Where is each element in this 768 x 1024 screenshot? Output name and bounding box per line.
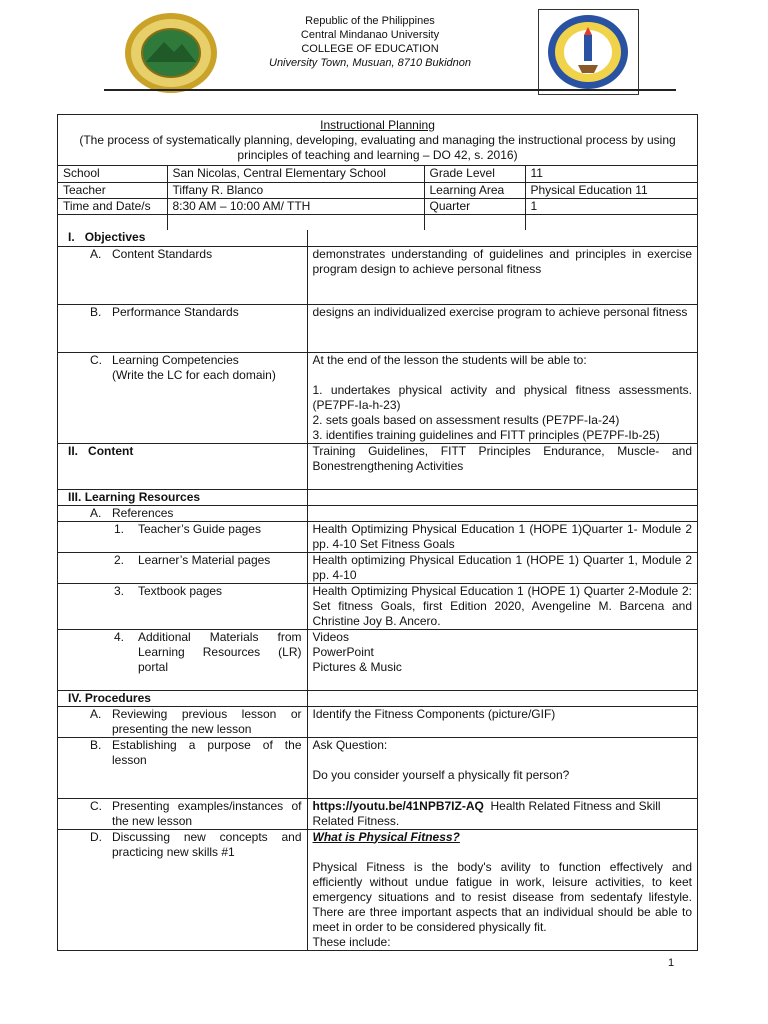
grade-level-label: Grade Level xyxy=(424,166,525,182)
content-value: Training Guidelines, FITT Principles Endurance, Muscle- and Bonestrengthening Activities xyxy=(307,443,697,489)
competency-3: 3. identifies training guidelines and FITT principles (PE7PF-Ib-25) xyxy=(312,427,660,442)
empty-cell xyxy=(307,230,697,246)
empty-cell xyxy=(307,489,697,505)
material-videos: Videos xyxy=(312,629,349,644)
resources-label: Learning Resources xyxy=(84,489,201,504)
college-of-education-logo xyxy=(538,9,639,95)
objectives-label: Objectives xyxy=(84,230,146,244)
these-include: These include: xyxy=(312,934,391,949)
presenting-examples-label xyxy=(58,798,307,829)
procedures-label: Procedures xyxy=(84,690,151,705)
cmu-seal-logo xyxy=(124,12,218,94)
header-college: COLLEGE OF EDUCATION xyxy=(301,43,439,55)
performance-standards-value: designs an individualized exercise program to achieve personal fitness xyxy=(307,304,697,352)
instructional-plan-table xyxy=(57,114,698,951)
teacher-label: Teacher xyxy=(58,182,167,198)
content-label: Content xyxy=(88,443,134,458)
textbook-pages-value: Health Optimizing Physical Education 1 (HOPE 1) Quarter 2-Module 2: Set fitness Goals, first Edition 2020, Avengeline M. Barcena and Christine Joy B. Ancero. xyxy=(307,583,697,629)
establishing-purpose-label xyxy=(58,737,307,798)
item-text: Additional Materials from Learning Resources (LR) portal xyxy=(138,629,302,674)
material-powerpoint: PowerPoint xyxy=(312,644,374,659)
school-label: School xyxy=(58,166,167,182)
additional-materials-label xyxy=(58,629,307,690)
teacher-value: Tiffany R. Blanco xyxy=(167,182,424,198)
discussing-concepts-value xyxy=(307,829,697,950)
quarter-label: Quarter xyxy=(424,198,525,214)
establishing-purpose-value xyxy=(307,737,697,798)
presenting-examples-value xyxy=(307,798,697,829)
item-letter: B. xyxy=(90,737,102,752)
item-letter: A. xyxy=(90,505,102,520)
empty-cell xyxy=(307,690,697,706)
textbook-pages-label xyxy=(58,583,307,629)
time-date-label: Time and Date/s xyxy=(58,198,167,214)
info-table xyxy=(58,166,697,230)
item-text: Teacher’s Guide pages xyxy=(138,521,261,536)
header-address: University Town, Musuan, 8710 Bukidnon xyxy=(269,57,471,69)
learners-material-value: Health optimizing Physical Education 1 (HOPE 1) Quarter 1, Module 2 pp. 4-10 xyxy=(307,552,697,583)
plan-title: Instructional Planning xyxy=(320,118,435,132)
item-number: 4. xyxy=(114,629,125,644)
item-text: Presenting examples/instances of the new lesson xyxy=(112,798,302,828)
plan-description: (The process of systematically planning, developing, evaluating and managing the instructional process by using principles of teaching and learning – DO 42, s. 2016) xyxy=(79,133,676,162)
resources-numeral: III. xyxy=(68,489,82,504)
procedures-numeral: IV. xyxy=(68,690,82,705)
item-number: 2. xyxy=(114,552,125,567)
content-standards-value: demonstrates understanding of guidelines and principles in exercise program design to achieve personal fitness xyxy=(307,246,697,304)
item-letter: A. xyxy=(90,246,102,261)
material-pictures-music: Pictures & Music xyxy=(312,659,402,674)
performance-standards-label xyxy=(58,304,307,352)
item-letter: C. xyxy=(90,352,102,367)
plan-body-table xyxy=(58,230,697,950)
objectives-heading xyxy=(58,230,307,246)
learning-area-label: Learning Area xyxy=(424,182,525,198)
item-letter: C. xyxy=(90,798,102,813)
item-number: 1. xyxy=(114,521,125,536)
purpose-question: Do you consider yourself a physically fit person? xyxy=(312,767,570,782)
competency-2: 2. sets goals based on assessment results (PE7PF-Ia-24) xyxy=(312,412,620,427)
item-text: Learning Competencies xyxy=(112,352,239,367)
references-label xyxy=(58,505,307,521)
content-numeral: II. xyxy=(68,443,79,458)
learning-area-value: Physical Education 11 xyxy=(525,182,697,198)
empty-cell xyxy=(307,505,697,521)
content-standards-label xyxy=(58,246,307,304)
item-text: Performance Standards xyxy=(112,304,239,319)
header-divider xyxy=(104,89,676,91)
quarter-value: 1 xyxy=(525,198,697,214)
empty-cell xyxy=(167,214,424,230)
university-header xyxy=(230,14,510,70)
grade-level-value: 11 xyxy=(525,166,697,182)
discussing-concepts-label xyxy=(58,829,307,950)
teachers-guide-label xyxy=(58,521,307,552)
item-text: References xyxy=(112,505,174,520)
additional-materials-value xyxy=(307,629,697,690)
physical-fitness-heading: What is Physical Fitness? xyxy=(312,829,460,844)
item-text: Establishing a purpose of the lesson xyxy=(112,737,302,767)
learners-material-label xyxy=(58,552,307,583)
plan-title-block xyxy=(58,115,697,166)
youtube-link[interactable]: https://youtu.be/41NPB7IZ-AQ xyxy=(312,798,484,813)
learning-competencies-label xyxy=(58,352,307,443)
procedures-heading xyxy=(58,690,307,706)
time-date-value: 8:30 AM – 10:00 AM/ TTH xyxy=(167,198,424,214)
item-note: (Write the LC for each domain) xyxy=(112,367,276,382)
item-text: Content Standards xyxy=(112,246,213,261)
item-text: Reviewing previous lesson or presenting the new lesson xyxy=(112,706,302,736)
learning-competencies-value xyxy=(307,352,697,443)
competencies-intro: At the end of the lesson the students will be able to: xyxy=(312,352,587,367)
header-republic: Republic of the Philippines xyxy=(305,15,435,27)
teachers-guide-value: Health Optimizing Physical Education 1 (HOPE 1)Quarter 1- Module 2 pp. 4-10 Set Fitness Goals xyxy=(307,521,697,552)
empty-cell xyxy=(58,214,167,230)
ask-question: Ask Question: xyxy=(312,737,388,752)
item-text: Learner’s Material pages xyxy=(138,552,271,567)
reviewing-lesson-label xyxy=(58,706,307,737)
page-number: 1 xyxy=(668,957,675,969)
item-text: Textbook pages xyxy=(138,583,223,598)
school-value: San Nicolas, Central Elementary School xyxy=(167,166,424,182)
item-letter: D. xyxy=(90,829,102,844)
empty-cell xyxy=(525,214,697,230)
physical-fitness-paragraph: Physical Fitness is the body's avility to function effectively and efficiently without undue fatigue in work, leisure activities, to keet emergency situations and to resist disease from sedentafy lifestyle. There are three important aspects that an individual should be able to meet in order to be considered physically fit. xyxy=(312,859,692,934)
video-description: Health Related Fitness and Skill Related Fitness. xyxy=(312,798,661,828)
item-number: 3. xyxy=(114,583,125,598)
learning-resources-heading xyxy=(58,489,307,505)
header-university: Central Mindanao University xyxy=(300,29,440,41)
item-text: Discussing new concepts and practicing new skills #1 xyxy=(112,829,302,859)
competency-1: 1. undertakes physical activity and physical fitness assessments. (PE7PF-Ia-h-23) xyxy=(312,382,692,412)
reviewing-lesson-value: Identify the Fitness Components (picture/GIF) xyxy=(307,706,697,737)
item-letter: B. xyxy=(90,304,102,319)
empty-cell xyxy=(424,214,525,230)
item-letter: A. xyxy=(90,706,102,721)
objectives-numeral: I. xyxy=(68,230,75,244)
content-heading xyxy=(58,443,307,489)
